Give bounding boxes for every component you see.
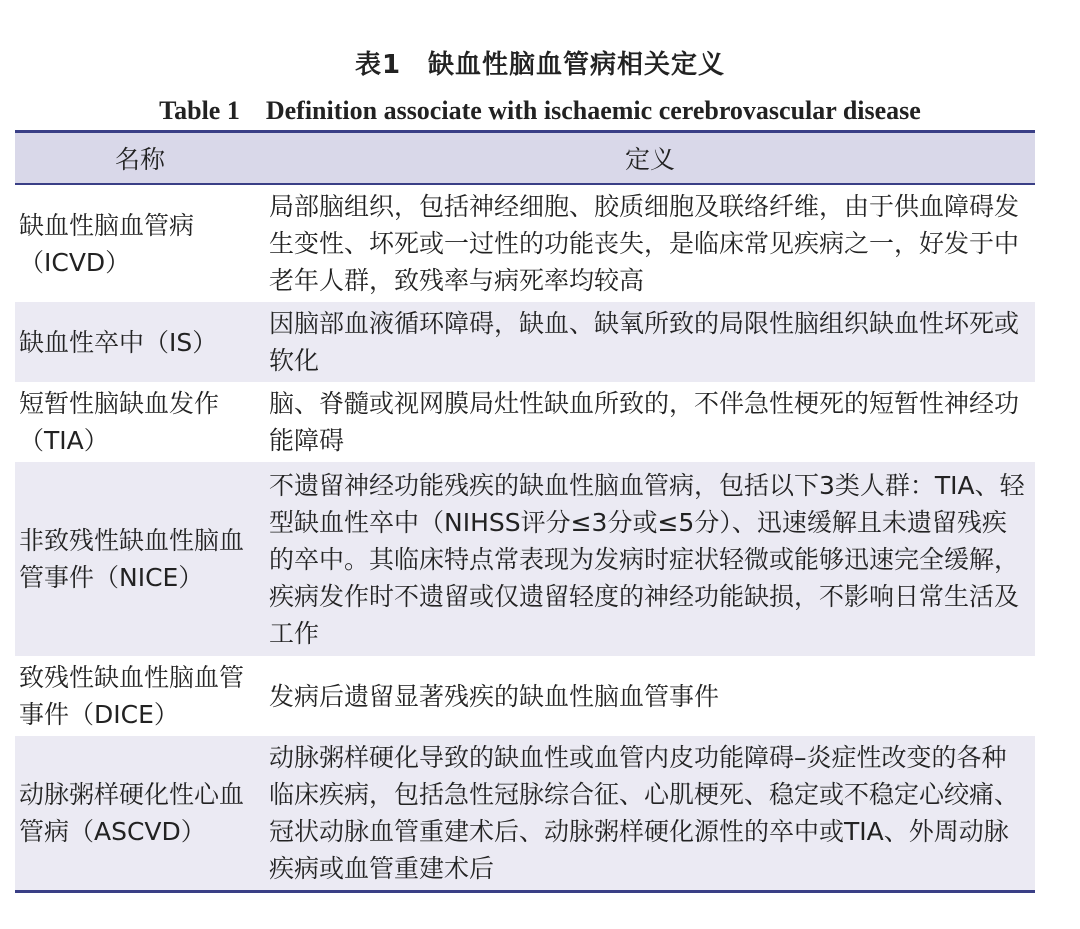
row-definition: 不遗留神经功能残疾的缺血性脑血管病，包括以下3类人群：TIA、轻型缺血性卒中（NIHSS评分≤3分或≤5分）、迅速缓解且未遗留残疾的卒中。其临床特点常表现为发病时症状轻微或能够迅速完全缓解，疾病发作时不遗留或仅遗留轻度的神经功能缺损，不影响日常生活及工作 bbox=[269, 470, 1025, 648]
row-name: 动脉粥样硬化性心血管病（ASCVD） bbox=[19, 780, 245, 846]
table-row bbox=[15, 656, 1035, 736]
row-definition: 脑、脊髓或视网膜局灶性缺血所致的，不伴急性梗死的短暂性神经功能障碍 bbox=[269, 389, 1020, 455]
header-name: 名称 bbox=[15, 132, 265, 185]
row-name: 致残性缺血性脑血管事件（DICE） bbox=[19, 663, 245, 729]
row-name: 缺血性脑血管病（ICVD） bbox=[19, 210, 195, 277]
table-row bbox=[15, 302, 1035, 382]
table-row bbox=[15, 736, 1035, 892]
header-definition: 定义 bbox=[265, 132, 1035, 185]
table-title-en: Table 1 Definition associate with ischaemic cerebrovascular disease bbox=[159, 96, 921, 125]
row-definition: 发病后遗留显著残疾的缺血性脑血管事件 bbox=[269, 681, 720, 711]
table-header-row bbox=[15, 132, 1035, 185]
row-name: 短暂性脑缺血发作（TIA） bbox=[19, 389, 220, 455]
row-definition: 动脉粥样硬化导致的缺血性或血管内皮功能障碍–炎症性改变的各种临床疾病，包括急性冠脉综合征、心肌梗死、稳定或不稳定心绞痛、冠状动脉血管重建术后、动脉粥样硬化源性的卒中或TIA、外周动脉疾病或血管重建术后 bbox=[269, 743, 1020, 883]
table-row bbox=[15, 184, 1035, 302]
row-definition: 局部脑组织，包括神经细胞、胶质细胞及联络纤维，由于供血障碍发生变性、坏死或一过性的功能丧失，是临床常见疾病之一，好发于中老年人群，致残率与病死率均较高 bbox=[269, 192, 1020, 295]
row-definition: 因脑部血液循环障碍，缺血、缺氧所致的局限性脑组织缺血性坏死或软化 bbox=[269, 309, 1020, 375]
table-row bbox=[15, 382, 1035, 462]
row-name: 缺血性卒中（IS） bbox=[19, 327, 218, 357]
table-title-cn: 表1 缺血性脑血管病相关定义 bbox=[354, 50, 726, 80]
definition-table bbox=[15, 130, 1035, 893]
table-row bbox=[15, 462, 1035, 656]
row-name: 非致残性缺血性脑血管事件（NICE） bbox=[19, 526, 245, 592]
